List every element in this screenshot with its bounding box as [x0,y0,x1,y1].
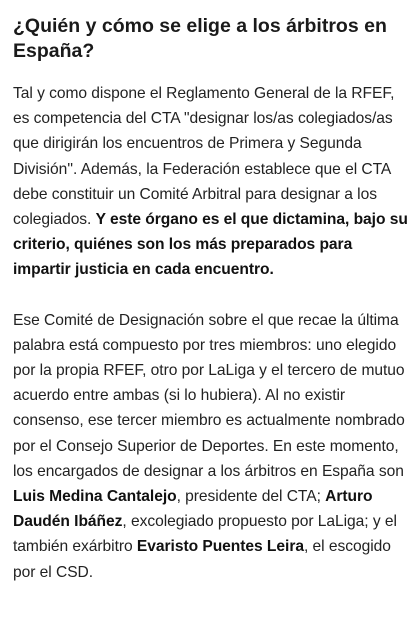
article-heading: ¿Quién y cómo se elige a los árbitros en España? [13,15,387,62]
person-name-dauden: Arturo Daudén Ibáñez [13,488,373,531]
paragraph-designation-committee [13,308,409,585]
paragraph-text: Ese Comité de Designación sobre el que recae la última palabra está compuesto por tres miembros: uno elegido por la propia RFEF, otro por LaLiga y el tercero de mutuo acuerdo entre ambas (si lo hubiera). Al no existir consenso, ese tercer miembro es actualmente nombrado por el Consejo Superior de Deportes. En este momento, los encargados de designar a los árbitros en España son [13,311,405,480]
bold-highlight: Y este órgano es el que dictamina, bajo su criterio, quiénes son los más preparados para impartir justicia en cada encuentro. [13,211,408,279]
person-name-medina: Luis Medina Cantalejo [13,488,177,506]
paragraph-cta-competence [13,81,409,283]
paragraph-text: , excolegiado propuesto por LaLiga; y el también exárbitro [13,513,397,556]
paragraph-text: Tal y como dispone el Reglamento General de la RFEF, es competencia del CTA "designar los/as colegiados/as que dirigirán los encuentros de Primera y Segunda División''. Además, la Federación establece que el CTA debe constituir un Comité Arbitral para designar a los colegiados. [13,85,395,229]
paragraph-text: , el escogido por el CSD. [13,538,391,581]
paragraph-text: , presidente del CTA; [176,488,326,506]
person-name-puentes: Evaristo Puentes Leira [136,538,304,556]
article-body [13,14,409,585]
